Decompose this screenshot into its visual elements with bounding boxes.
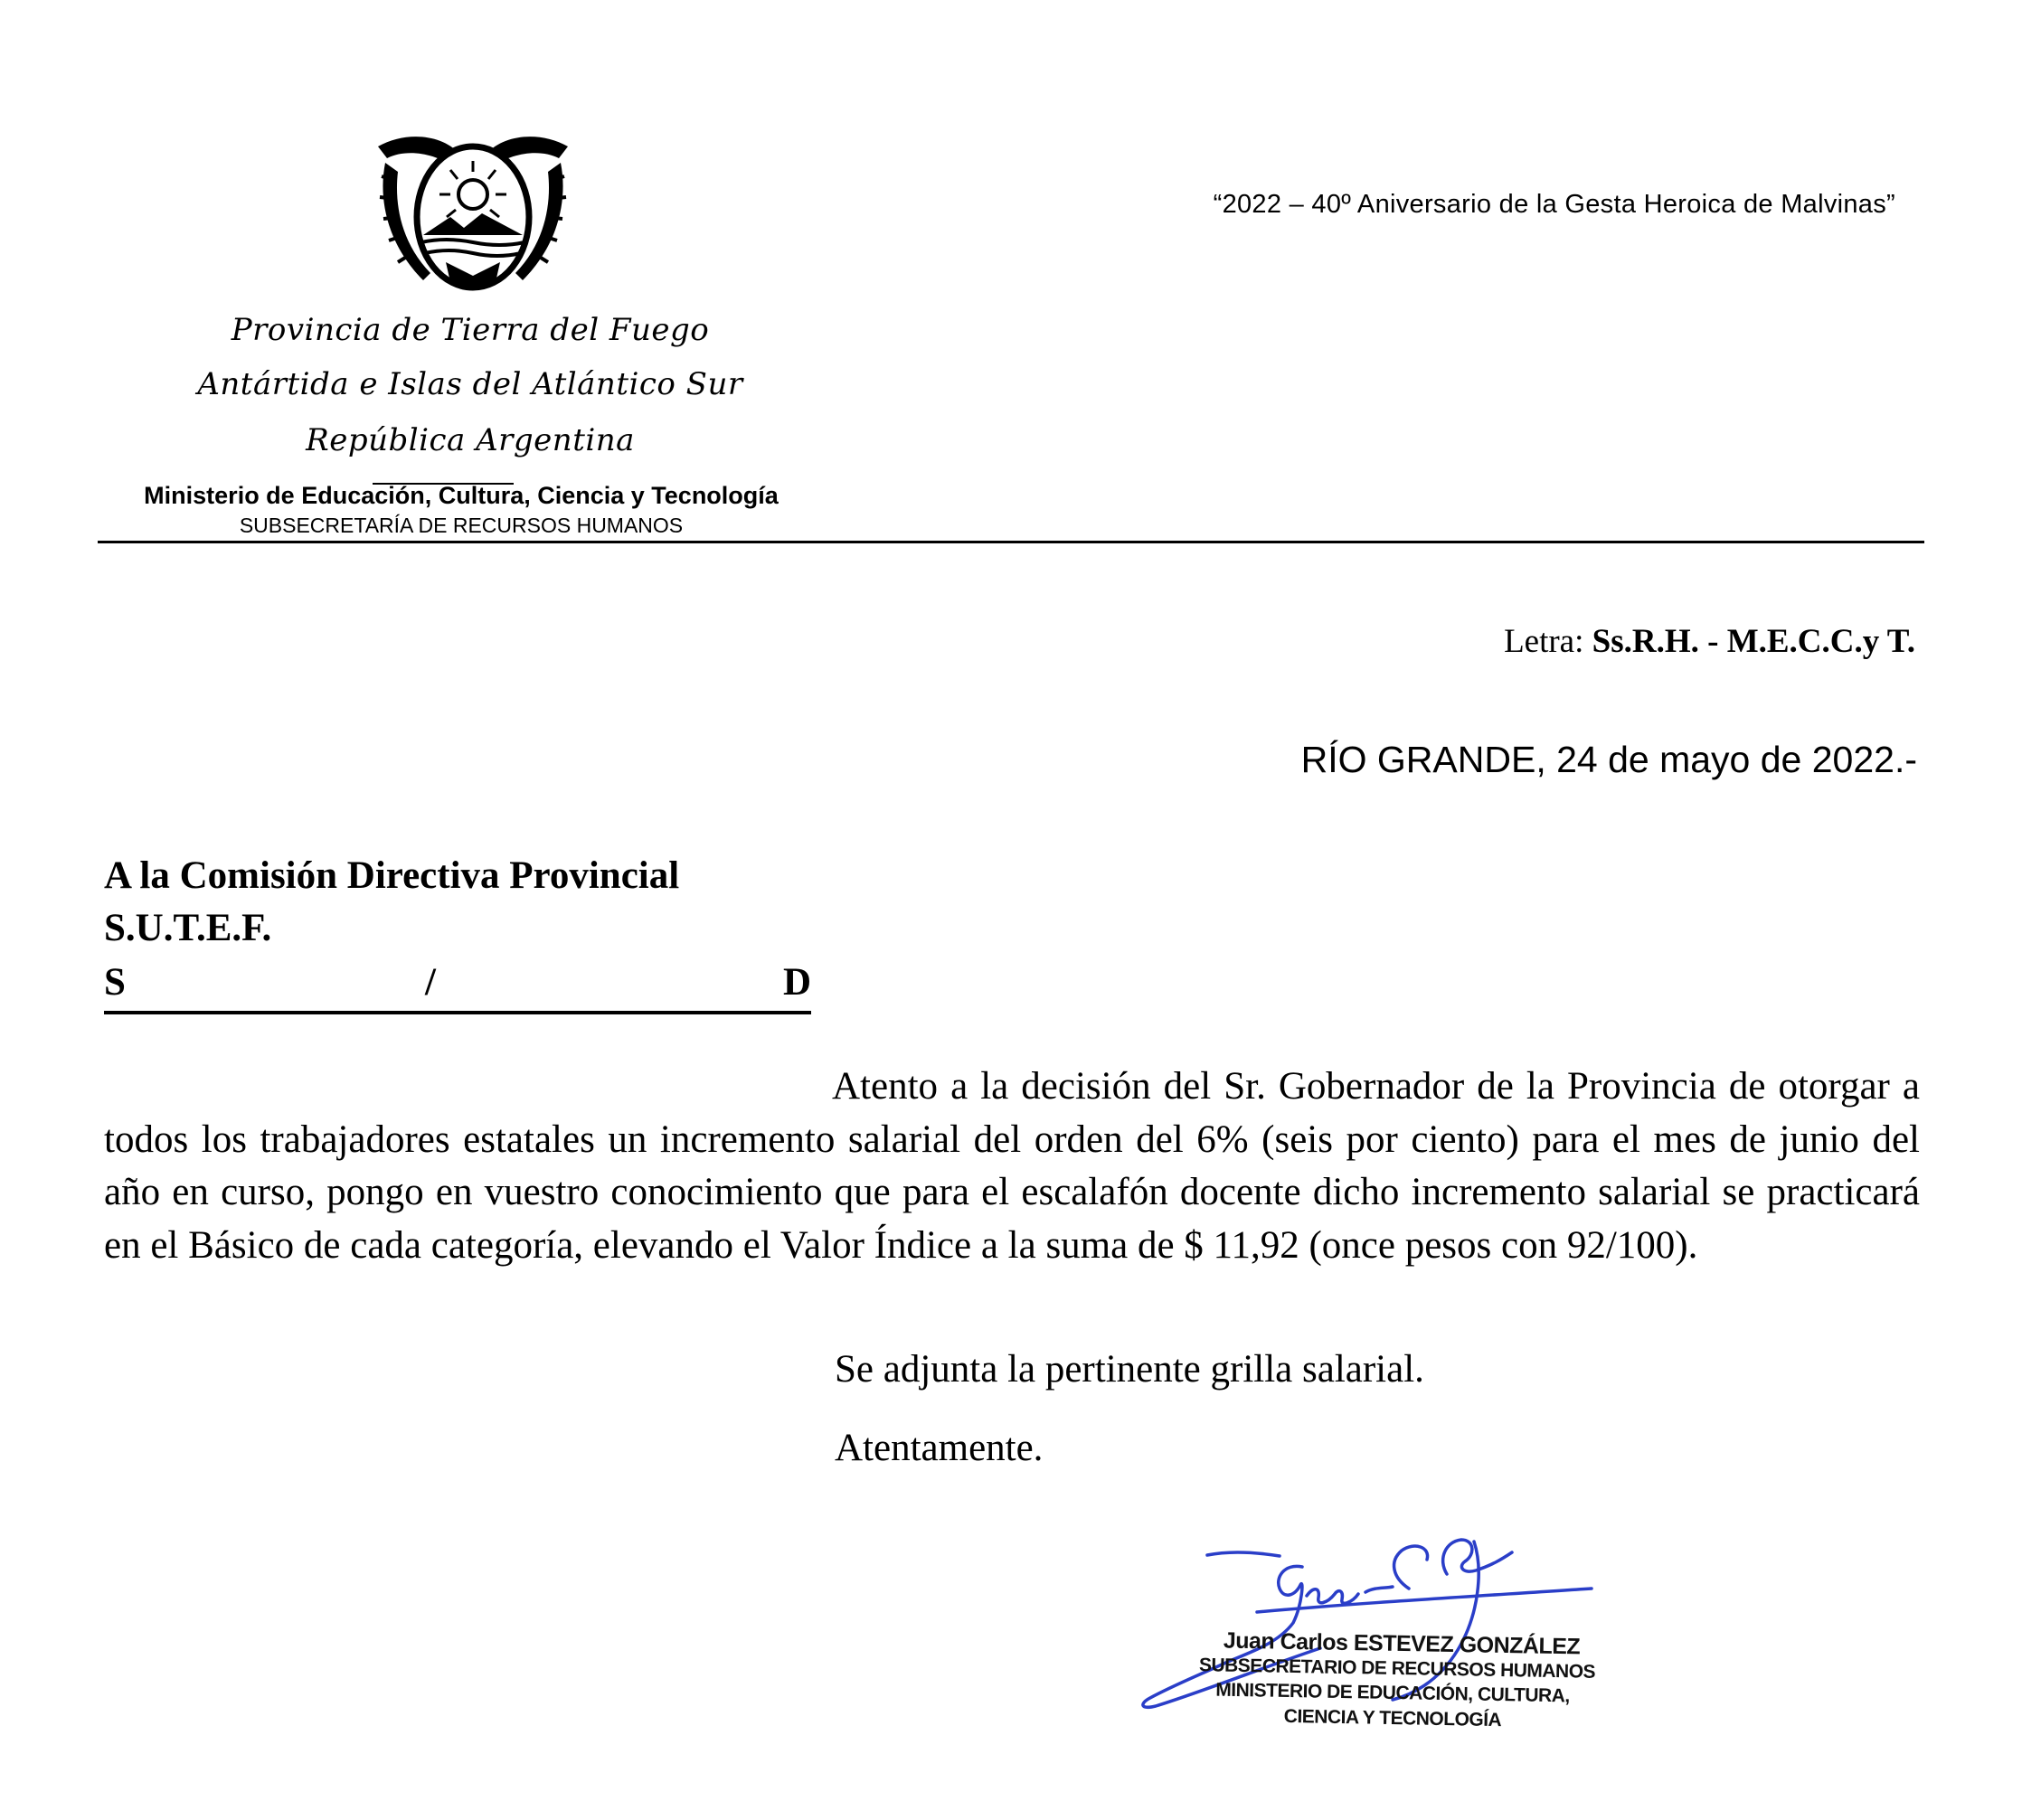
addressee-line-1: A la Comisión Directiva Provincial <box>104 854 680 897</box>
signatory-name: Juan Carlos ESTEVEZ GONZÁLEZ <box>1223 1627 1581 1660</box>
header-divider <box>98 541 1924 543</box>
attachment-note: Se adjunta la pertinente grilla salarial. <box>835 1348 1424 1391</box>
signatory-position-line-2: MINISTERIO DE EDUCACIÓN, CULTURA, <box>1215 1679 1570 1707</box>
addressee-sd-line <box>104 960 811 1014</box>
signatory-position-line-3: CIENCIA Y TECNOLOGÍA <box>1283 1705 1502 1731</box>
body-paragraph: Atento a la decisión del Sr. Gobernador de la Provincia de otorgar a todos los trabajadores estatales un incremento salarial del orden del 6% (seis por ciento) para el mes de junio del año en curso, pongo en vuestro conocimiento que para el escalafón docente dicho incremento salarial se practicará en el Básico de cada categoría, elevando el Valor Índice a la suma de $ 11,92 (once pesos con 92/100). <box>104 1065 1920 1267</box>
reference-value: Ss.R.H. - M.E.C.C.y T. <box>1592 623 1915 660</box>
province-name-line-1: Provincia de Tierra del Fuego <box>231 312 710 348</box>
reference-label: Letra: <box>1504 623 1584 660</box>
sd-right: D <box>782 961 811 1004</box>
provincial-coat-of-arms-icon <box>369 127 577 303</box>
province-name-line-2: Antártida e Islas del Atlántico Sur <box>197 366 743 402</box>
sd-left: S <box>104 961 126 1004</box>
closing-salutation: Atentamente. <box>835 1427 1044 1469</box>
sd-slash: / <box>425 961 436 1004</box>
subsecretaria-name: SUBSECRETARÍA DE RECURSOS HUMANOS <box>239 514 684 537</box>
reference-letra <box>1504 622 1915 661</box>
ministry-name: Ministerio de Educación, Cultura, Ciencia y Tecnología <box>144 482 779 509</box>
province-name-line-3: República Argentina <box>306 422 635 458</box>
addressee-line-2: S.U.T.E.F. <box>104 907 272 949</box>
letter-body <box>104 1061 1920 1272</box>
place-date: RÍO GRANDE, 24 de mayo de 2022.- <box>1300 739 1917 780</box>
year-motto: “2022 – 40º Aniversario de la Gesta Heroica de Malvinas” <box>1213 190 1895 219</box>
signatory-position-line-1: SUBSECRETARIO DE RECURSOS HUMANOS <box>1198 1655 1596 1683</box>
